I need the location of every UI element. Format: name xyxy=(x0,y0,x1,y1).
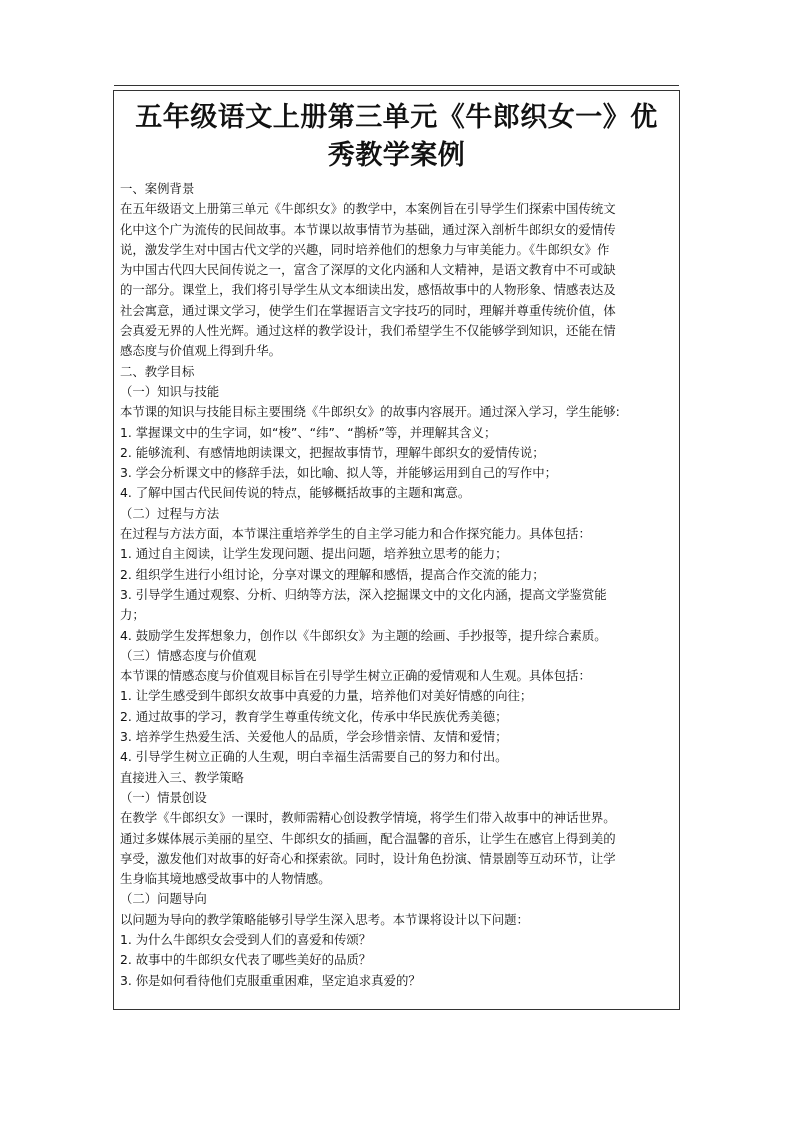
page-title xyxy=(120,99,673,175)
text-line: 本节课的知识与技能目标主要围绕《牛郎织女》的故事内容展开。通过深入学习，学生能够: xyxy=(120,404,620,420)
text-line: 在教学《牛郎织女》一课时，教师需精心创设教学情境，将学生们带入故事中的神话世界。 xyxy=(120,810,616,826)
list-item-continued: 力； xyxy=(120,607,145,623)
text-line: 会真爱无界的人性光辉。通过这样的教学设计，我们希望学生不仅能够学到知识，还能在情 xyxy=(120,323,616,339)
section-heading-background: 一、案例背景 xyxy=(120,181,195,196)
list-item: 3. 引导学生通过观察、分析、归纳等方法，深入挖掘课文中的文化内涵，提高文学鉴赏能 xyxy=(120,586,607,602)
document-body xyxy=(114,179,679,991)
list-item: 1. 为什么牛郎织女会受到人们的喜爱和传颂？ xyxy=(120,931,372,947)
text-line: 通过多媒体展示美丽的星空、牛郎织女的插画，配合温馨的音乐，让学生在感官上得到美的 xyxy=(120,830,616,846)
list-item: 4. 鼓励学生发挥想象力，创作以《牛郎织女》为主题的绘画、手抄报等，提升综合素质。 xyxy=(120,627,607,643)
text-line: 说，激发学生对中国古代文学的兴趣，同时培养他们的想象力与审美能力。《牛郎织女》作 xyxy=(120,241,610,257)
list-item: 1. 掌握课文中的生字词，如“梭”、“纬”、“鹊桥”等，并理解其含义； xyxy=(120,424,497,440)
text-line: 的一部分。课堂上，我们将引导学生从文本细读出发，感悟故事中的人物形象、情感表达及 xyxy=(120,282,616,298)
list-item: 3. 学会分析课文中的修辞手法，如比喻、拟人等，并能够运用到自己的写作中； xyxy=(120,465,558,481)
text-line: 社会寓意，通过课文学习，使学生们在掌握语言文字技巧的同时，理解并尊重传统价值，体 xyxy=(120,302,616,318)
subheading-process-methods: （二）过程与方法 xyxy=(120,505,220,521)
text-line: 在过程与方法方面，本节课注重培养学生的自主学习能力和合作探究能力。具体包括： xyxy=(120,526,591,542)
list-item: 4. 了解中国古代民间传说的特点，能够概括故事的主题和寓意。 xyxy=(120,485,471,501)
text-line: 感态度与价值观上得到升华。 xyxy=(120,343,282,359)
list-item: 4. 引导学生树立正确的人生观，明白幸福生活需要自己的努力和付出。 xyxy=(120,749,508,765)
document-frame xyxy=(113,90,680,1010)
list-item: 2. 组织学生进行小组讨论，分享对课文的理解和感悟，提高合作交流的能力； xyxy=(120,566,545,582)
list-item: 2. 通过故事的学习，教育学生尊重传统文化，传承中华民族优秀美德； xyxy=(120,708,508,724)
subheading-scenario: （一）情景创设 xyxy=(120,789,207,805)
subheading-knowledge-skills: （一）知识与技能 xyxy=(120,383,220,399)
list-item: 3. 你是如何看待他们克服重重困难，坚定追求真爱的？ xyxy=(120,972,421,988)
title-line-1: 五年级语文上册第三单元《牛郎织女一》优 xyxy=(135,102,658,133)
text-line: 为中国古代四大民间传说之一，富含了深厚的文化内涵和人文精神，是语文教育中不可或缺 xyxy=(120,262,616,278)
title-line-2: 秀教学案例 xyxy=(327,140,466,171)
subheading-emotion-values: （三）情感态度与价值观 xyxy=(120,647,257,663)
text-line: 化中这个广为流传的民间故事。本节课以故事情节为基础，通过深入剖析牛郎织女的爱情传 xyxy=(120,221,616,237)
text-line: 享受，激发他们对故事的好奇心和探索欲。同时，设计角色扮演、情景剧等互动环节，让学 xyxy=(120,850,616,866)
list-item: 1. 让学生感受到牛郎织女故事中真爱的力量，培养他们对美好情感的向往； xyxy=(120,688,533,704)
text-line: 在五年级语文上册第三单元《牛郎织女》的教学中，本案例旨在引导学生们探索中国传统文 xyxy=(120,201,616,217)
text-line: 以问题为导向的教学策略能够引导学生深入思考。本节课将设计以下问题： xyxy=(120,911,529,927)
text-line: 生身临其境地感受故事中的人物情感。 xyxy=(120,871,331,887)
text-line: 本节课的情感态度与价值观目标旨在引导学生树立正确的爱情观和人生观。具体包括： xyxy=(120,668,591,684)
list-item: 2. 能够流利、有感情地朗读课文，把握故事情节，理解牛郎织女的爱情传说； xyxy=(120,444,545,460)
list-item: 2. 故事中的牛郎织女代表了哪些美好的品质？ xyxy=(120,952,372,968)
list-item: 1. 通过自主阅读，让学生发现问题、提出问题，培养独立思考的能力； xyxy=(120,546,508,562)
section-heading-strategy: 直接进入三、教学策略 xyxy=(120,769,244,785)
subheading-problem-oriented: （二）问题导向 xyxy=(120,891,207,907)
list-item: 3. 培养学生热爱生活、关爱他人的品质，学会珍惜亲情、友情和爱情； xyxy=(120,729,508,745)
section-heading-objectives: 二、教学目标 xyxy=(120,363,195,379)
